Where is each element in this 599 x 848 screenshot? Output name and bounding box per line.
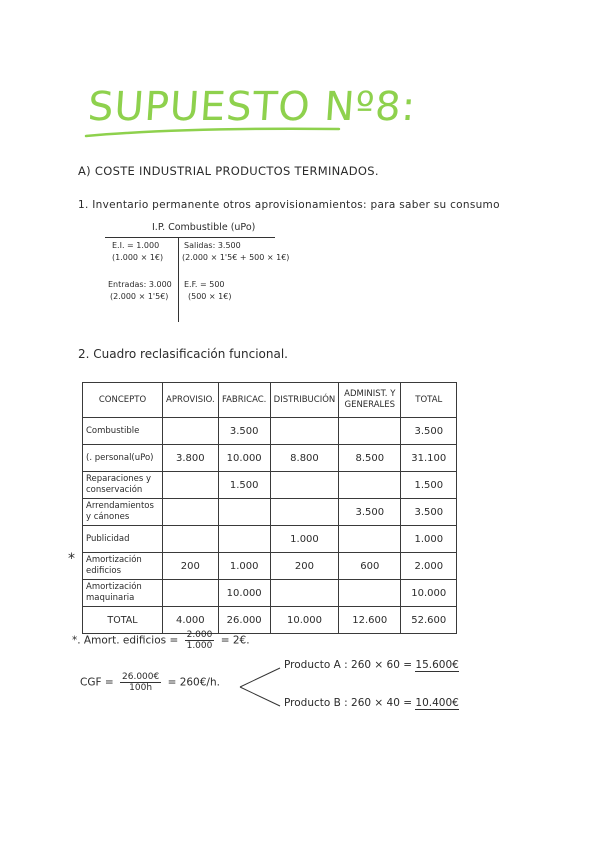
cell-grand-total: 52.600 [401,607,457,634]
col-header-concepto: CONCEPTO [83,383,163,418]
t-account-right-1: Salidas: 3.500 [184,241,241,250]
t-account-left-1: E.I. = 1.000 [112,241,160,250]
cell-admin [339,472,401,499]
cell-total-label: TOTAL [83,607,163,634]
cell-fabric: 1.500 [218,472,270,499]
amort-result: = 2€. [220,634,250,647]
cell-total: 3.500 [401,418,457,445]
cell-distrib: 200 [270,553,339,580]
section-a-heading: A) COSTE INDUSTRIAL PRODUCTOS TERMINADOS. [78,164,379,178]
branch-lines [238,660,284,714]
amort-note [72,630,250,651]
cell-concept: Reparaciones y conservación [83,472,163,499]
product-b-value: 10.400€ [415,697,459,709]
product-a-value: 15.600€ [415,659,459,671]
table-row [83,499,457,526]
cell-distrib [270,580,339,607]
amort-note-prefix: *. Amort. edificios = [72,634,179,647]
title-underline [84,126,344,140]
cell-admin [339,526,401,553]
cell-distrib [270,418,339,445]
col-header-distribucion: DISTRIBUCIÓN [270,383,339,418]
cell-concept: Combustible [83,418,163,445]
cell-fabric [218,526,270,553]
table-row [83,472,457,499]
t-account-left-4: (2.000 × 1'5€) [110,292,169,301]
cell-distrib-total: 10.000 [270,607,339,634]
product-a-label: Producto A : 260 × 60 = [284,659,413,671]
cell-concept: Publicidad [83,526,163,553]
col-header-administ: ADMINIST. Y GENERALES [339,383,401,418]
cell-aprov [163,499,219,526]
cell-fabric: 10.000 [218,580,270,607]
t-account-right-2: (2.000 × 1'5€ + 500 × 1€) [182,253,290,262]
cell-aprov [163,472,219,499]
cell-total: 1.500 [401,472,457,499]
amort-numerator: 2.000 [186,630,213,640]
amort-denominator: 1.000 [186,641,213,651]
col-header-aprovisio: APROVISIO. [163,383,219,418]
cell-total: 1.000 [401,526,457,553]
cgf-numerator: 26.000€ [122,672,160,682]
cell-admin [339,418,401,445]
cell-aprov: 200 [163,553,219,580]
table-row [83,526,457,553]
cell-concept: (. personal(uPo) [83,445,163,472]
cell-admin: 3.500 [339,499,401,526]
cell-total: 10.000 [401,580,457,607]
product-b-label: Producto B : 260 × 40 = [284,697,413,709]
cell-fabric: 10.000 [218,445,270,472]
cell-aprov [163,526,219,553]
cell-total: 2.000 [401,553,457,580]
cell-aprov: 3.800 [163,445,219,472]
asterisk-mark: * [68,551,75,567]
cell-fabric [218,499,270,526]
cgf-formula [80,672,220,693]
cell-admin: 8.500 [339,445,401,472]
table-row [83,418,457,445]
t-account-right-4: (500 × 1€) [188,292,232,301]
product-b-line [284,697,459,709]
cell-concept: Amortización edificios [83,553,163,580]
cell-admin: 600 [339,553,401,580]
t-account-right-3: E.F. = 500 [184,280,225,289]
table-row [83,553,457,580]
t-account-vline [178,237,179,322]
col-header-total: TOTAL [401,383,457,418]
section-1-heading: 1. Inventario permanente otros aprovisionamientos: para saber su consumo [78,199,500,211]
table-row [83,580,457,607]
table-header-row [83,383,457,418]
cell-distrib [270,499,339,526]
cell-concept: Amortización maquinaria [83,580,163,607]
cell-aprov [163,580,219,607]
page-title: SUPUESTO Nº8: [86,84,418,130]
amort-fraction [185,630,215,651]
t-account-left-2: (1.000 × 1€) [112,253,164,262]
section-2-heading: 2. Cuadro reclasificación funcional. [78,347,288,361]
cell-distrib [270,472,339,499]
cgf-denominator: 100h [129,683,153,693]
cell-concept: Arrendamientos y cánones [83,499,163,526]
cgf-fraction [120,672,161,693]
cell-fabric: 1.000 [218,553,270,580]
cell-fabric-total: 26.000 [218,607,270,634]
cell-admin-total: 12.600 [339,607,401,634]
t-account [100,222,290,322]
t-account-left-3: Entradas: 3.000 [108,280,172,289]
product-a-line [284,659,459,671]
cgf-prefix: CGF = [80,676,114,689]
cell-aprov [163,418,219,445]
cell-total: 31.100 [401,445,457,472]
cell-distrib: 1.000 [270,526,339,553]
cell-distrib: 8.800 [270,445,339,472]
cgf-result: = 260€/h. [167,676,220,689]
cell-fabric: 3.500 [218,418,270,445]
col-header-fabricac: FABRICAC. [218,383,270,418]
cell-admin [339,580,401,607]
cell-aprov-total: 4.000 [163,607,219,634]
table-row [83,445,457,472]
t-account-title: I.P. Combustible (uPo) [152,222,256,233]
reclassification-table [82,382,457,634]
cell-total: 3.500 [401,499,457,526]
t-account-hline [105,237,275,238]
